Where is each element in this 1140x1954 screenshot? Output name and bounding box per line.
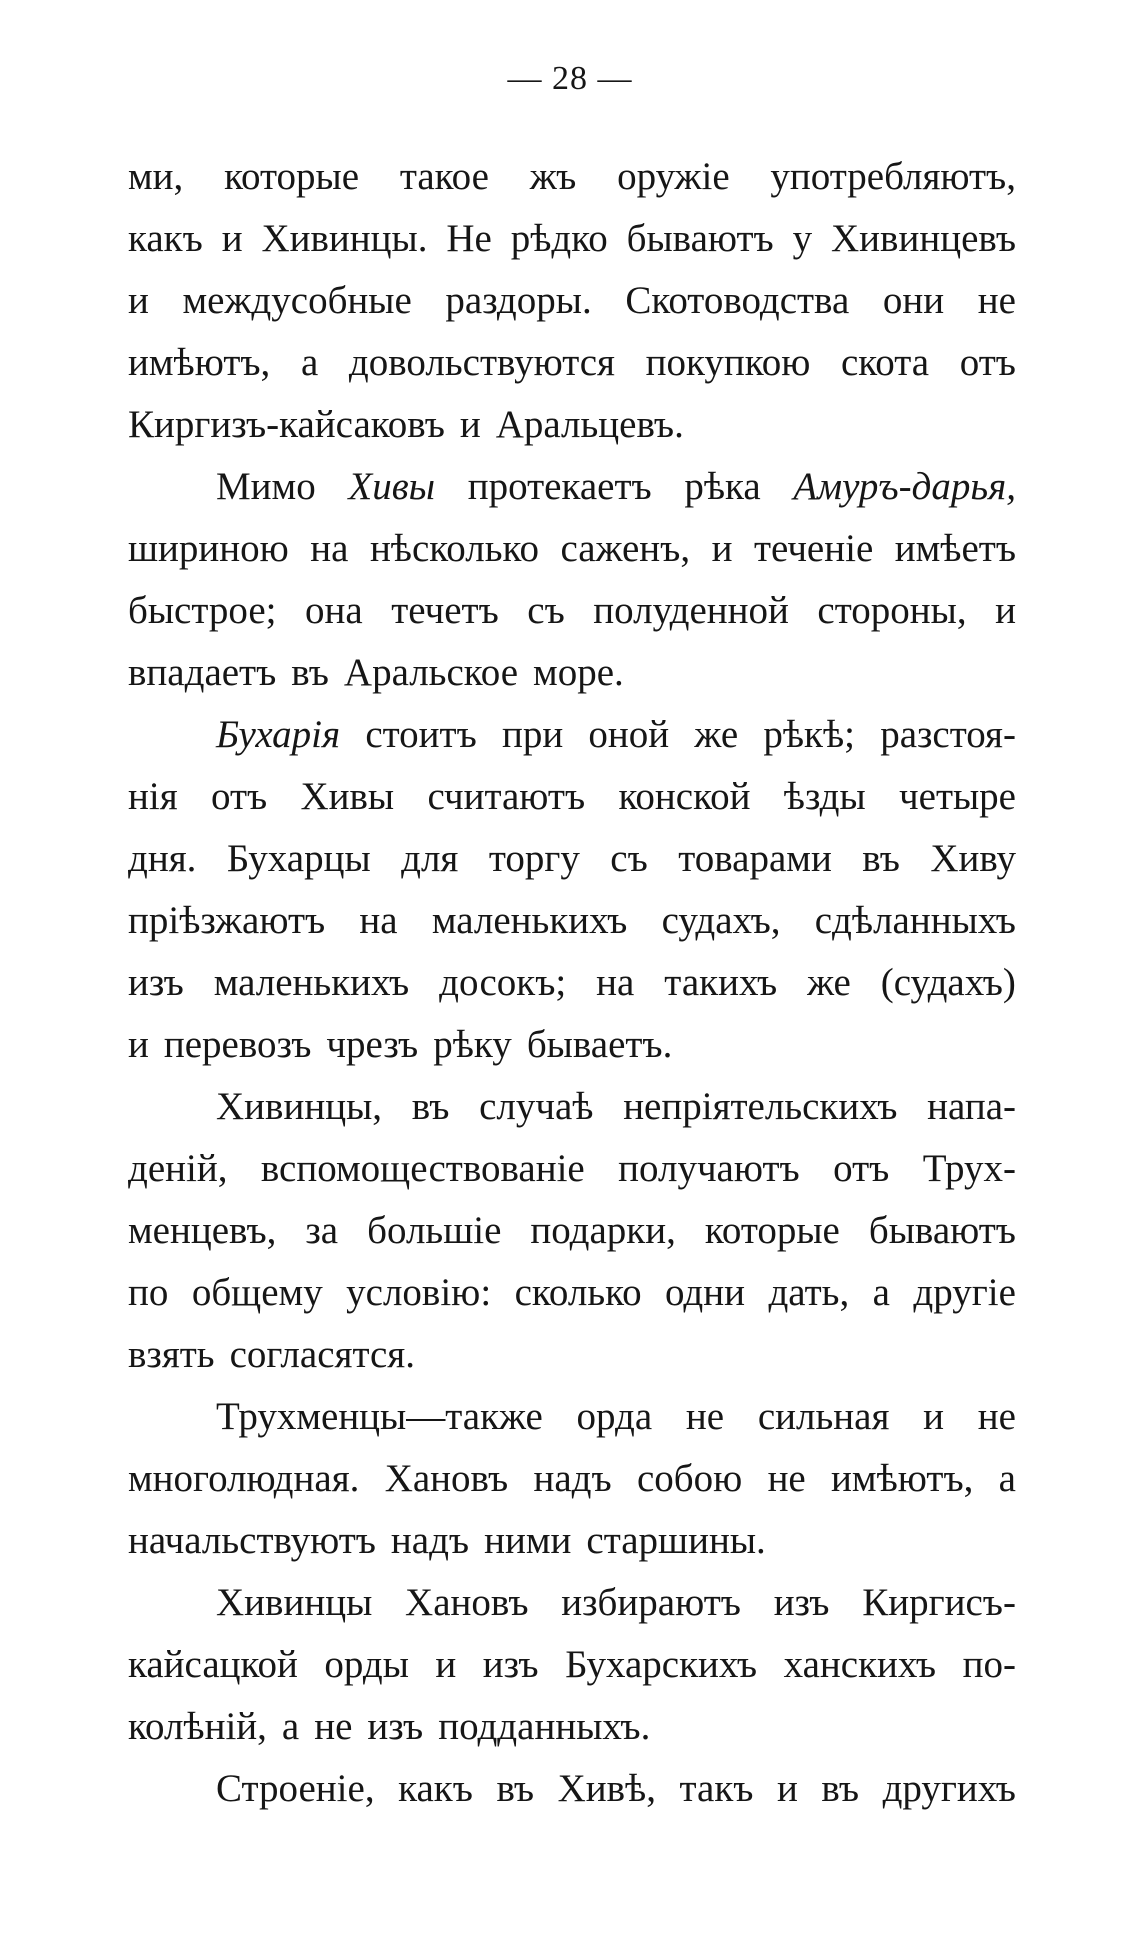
word: оной xyxy=(588,713,670,756)
word: бываютъ xyxy=(626,217,774,260)
word: кайсацкой xyxy=(128,1643,298,1686)
word: Трух- xyxy=(922,1147,1016,1190)
word: другіе xyxy=(913,1271,1016,1314)
word: отъ xyxy=(210,775,268,818)
word: и xyxy=(711,527,733,570)
word: надъ xyxy=(533,1457,612,1500)
word: Строеніе, xyxy=(216,1767,375,1810)
word: рѣкѣ; xyxy=(763,713,855,756)
word: по- xyxy=(962,1643,1016,1686)
text-line xyxy=(128,208,1016,270)
word: другихъ xyxy=(882,1767,1016,1810)
word: ними xyxy=(484,1519,572,1562)
word: и xyxy=(128,1023,149,1066)
word: море. xyxy=(533,651,624,694)
word: впадаетъ xyxy=(128,651,277,694)
word: въ xyxy=(821,1767,860,1810)
word: подданныхъ. xyxy=(438,1705,651,1748)
word: на xyxy=(310,527,349,570)
word: стоитъ xyxy=(365,713,477,756)
word: а xyxy=(281,1705,300,1748)
word: подарки, xyxy=(530,1209,676,1252)
text-line xyxy=(128,890,1016,952)
word: какъ xyxy=(128,217,203,260)
word: получаютъ xyxy=(618,1147,800,1190)
word: Хивинцы, xyxy=(216,1085,383,1128)
word: течетъ xyxy=(391,589,499,632)
word: старшины. xyxy=(586,1519,766,1562)
word: Хивы xyxy=(300,775,395,818)
word: разстоя- xyxy=(880,713,1016,756)
word: напа- xyxy=(927,1085,1016,1128)
word: непріятельскихъ xyxy=(623,1085,898,1128)
word: имѣетъ xyxy=(894,527,1016,570)
text-line xyxy=(128,456,1016,518)
word: сдѣланныхъ xyxy=(814,899,1016,942)
word: изъ xyxy=(367,1705,424,1748)
text-line xyxy=(128,146,1016,208)
word: рѣдко xyxy=(510,217,608,260)
word: условію: xyxy=(346,1271,492,1314)
word: менцевъ, xyxy=(128,1209,277,1252)
word: Хановъ xyxy=(405,1581,529,1624)
word: начальствуютъ xyxy=(128,1519,376,1562)
word: раздоры. xyxy=(445,279,592,322)
word: одни xyxy=(665,1271,746,1314)
word: она xyxy=(305,589,363,632)
word: не xyxy=(685,1395,725,1438)
word: и xyxy=(995,589,1016,632)
word: ми, xyxy=(128,155,184,198)
italic-word: Бухарія xyxy=(216,713,341,756)
text-line xyxy=(128,518,1016,580)
text-line xyxy=(128,1324,1016,1386)
word: и xyxy=(459,403,481,446)
word: покупкою xyxy=(645,341,811,384)
word: по xyxy=(128,1271,169,1314)
word: пріѣзжаютъ xyxy=(128,899,326,942)
text-line xyxy=(128,1448,1016,1510)
word: орда xyxy=(576,1395,653,1438)
word: надъ xyxy=(390,1519,470,1562)
word: дать, xyxy=(768,1271,850,1314)
word: изъ xyxy=(482,1643,539,1686)
word: междусобные xyxy=(182,279,412,322)
word: Бухарцы xyxy=(226,837,371,880)
italic-word: Хивы xyxy=(348,465,436,508)
word: Хивинцы xyxy=(216,1581,373,1624)
word: имѣютъ, xyxy=(831,1457,974,1500)
word: которые xyxy=(224,155,360,198)
word: орды xyxy=(324,1643,409,1686)
word: колѣній, xyxy=(128,1705,267,1748)
word: не xyxy=(977,1395,1016,1438)
word: съ xyxy=(527,589,565,632)
word: маленькихъ xyxy=(213,961,410,1004)
word: нѣсколько xyxy=(369,527,539,570)
word: деній, xyxy=(128,1147,228,1190)
word: для xyxy=(401,837,459,880)
text-line xyxy=(128,1572,1016,1634)
word: взять xyxy=(128,1333,215,1376)
word: Аральское xyxy=(343,651,519,694)
word: на xyxy=(359,899,398,942)
word: изъ xyxy=(773,1581,830,1624)
word: Хивѣ, xyxy=(557,1767,656,1810)
word: рѣка xyxy=(684,465,761,508)
text-line xyxy=(128,1076,1016,1138)
word: въ xyxy=(291,651,329,694)
word: маленькихъ xyxy=(431,899,628,942)
word: Скотоводства xyxy=(625,279,850,322)
word: оружіе xyxy=(617,155,730,198)
text-line xyxy=(128,1014,1016,1076)
word: а xyxy=(998,1457,1016,1500)
word: сильная xyxy=(757,1395,890,1438)
text-line xyxy=(128,704,1016,766)
word: случаѣ xyxy=(479,1085,594,1128)
word: конской xyxy=(618,775,751,818)
word: за xyxy=(305,1209,339,1252)
word: и xyxy=(435,1643,457,1686)
word: въ xyxy=(496,1767,535,1810)
word: отъ xyxy=(959,341,1016,384)
word: же xyxy=(807,961,851,1004)
word: стороны, xyxy=(817,589,967,632)
word: у xyxy=(792,217,813,260)
word: и xyxy=(221,217,243,260)
word: Мимо xyxy=(216,465,316,508)
word: не xyxy=(314,1705,353,1748)
word: какъ xyxy=(398,1767,473,1810)
word: нія xyxy=(128,775,178,818)
word: Не xyxy=(446,217,492,260)
word: Бухарскихъ xyxy=(565,1643,758,1686)
word: и xyxy=(128,279,149,322)
word: большіе xyxy=(367,1209,502,1252)
word: саженъ, xyxy=(560,527,691,570)
word: которые xyxy=(704,1209,840,1252)
word: въ xyxy=(411,1085,450,1128)
word: собою xyxy=(636,1457,743,1500)
word: вспомоществованіе xyxy=(260,1147,585,1190)
word: считаютъ xyxy=(427,775,586,818)
word: такое xyxy=(399,155,489,198)
word: Трухменцы—также xyxy=(216,1395,543,1438)
word: торгу xyxy=(488,837,580,880)
text-line xyxy=(128,952,1016,1014)
text-line xyxy=(128,1696,1016,1758)
text-line xyxy=(128,1200,1016,1262)
word: Хановъ xyxy=(384,1457,509,1500)
word: не xyxy=(977,279,1016,322)
word: бываютъ xyxy=(868,1209,1016,1252)
word: теченіе xyxy=(753,527,874,570)
word: довольствуются xyxy=(348,341,615,384)
text-line xyxy=(128,1758,1016,1820)
text-line xyxy=(128,1386,1016,1448)
text-line xyxy=(128,1262,1016,1324)
word: четыре xyxy=(899,775,1016,818)
word: и xyxy=(923,1395,945,1438)
word: при xyxy=(501,713,564,756)
word: употребляютъ, xyxy=(770,155,1016,198)
word: Хивинцевъ xyxy=(831,217,1016,260)
text-line xyxy=(128,828,1016,890)
page-text xyxy=(128,146,1016,1820)
word: съ xyxy=(610,837,648,880)
word: имѣютъ, xyxy=(128,341,271,384)
word: сколько xyxy=(514,1271,642,1314)
word: ѣзды xyxy=(783,775,866,818)
text-line xyxy=(128,270,1016,332)
text-line xyxy=(128,1634,1016,1696)
word: же xyxy=(694,713,739,756)
text-line xyxy=(128,642,1016,704)
word: дня. xyxy=(128,837,197,880)
word: они xyxy=(882,279,945,322)
word: быстрое; xyxy=(128,589,277,632)
word: шириною xyxy=(128,527,289,570)
word: (судахъ) xyxy=(880,961,1016,1004)
page-number: — 28 — xyxy=(507,60,633,97)
word: жъ xyxy=(529,155,577,198)
word: скота xyxy=(841,341,930,384)
word: судахъ, xyxy=(661,899,781,942)
word: избираютъ xyxy=(561,1581,741,1624)
word: полуденной xyxy=(593,589,789,632)
text-line xyxy=(128,1510,1016,1572)
word: Хиву xyxy=(930,837,1016,880)
word: Хивинцы. xyxy=(261,217,428,260)
word: не xyxy=(767,1457,806,1500)
word: и xyxy=(777,1767,798,1810)
word: досокъ; xyxy=(439,961,567,1004)
text-line xyxy=(128,766,1016,828)
word: многолюдная. xyxy=(128,1457,360,1500)
word: Киргизъ-кайсаковъ xyxy=(128,403,445,446)
italic-word: Амуръ-дарья, xyxy=(793,465,1016,508)
word: а xyxy=(300,341,319,384)
word: перевозъ xyxy=(163,1023,312,1066)
word: а xyxy=(872,1271,890,1314)
word: общему xyxy=(191,1271,323,1314)
word: согласятся. xyxy=(229,1333,415,1376)
word: ханскихъ xyxy=(783,1643,937,1686)
text-line xyxy=(128,394,1016,456)
text-line xyxy=(128,580,1016,642)
text-line xyxy=(128,1138,1016,1200)
word: бываетъ. xyxy=(526,1023,673,1066)
word: товарами xyxy=(678,837,832,880)
word: изъ xyxy=(128,961,184,1004)
word: рѣку xyxy=(433,1023,512,1066)
word: чрезъ xyxy=(326,1023,419,1066)
word: протекаетъ xyxy=(467,465,652,508)
text-line xyxy=(128,332,1016,394)
word: въ xyxy=(862,837,900,880)
word: на xyxy=(596,961,635,1004)
word: такъ xyxy=(679,1767,754,1810)
word: Киргисъ- xyxy=(862,1581,1016,1624)
word: отъ xyxy=(833,1147,890,1190)
word: Аральцевъ. xyxy=(495,403,684,446)
word: такихъ xyxy=(664,961,778,1004)
